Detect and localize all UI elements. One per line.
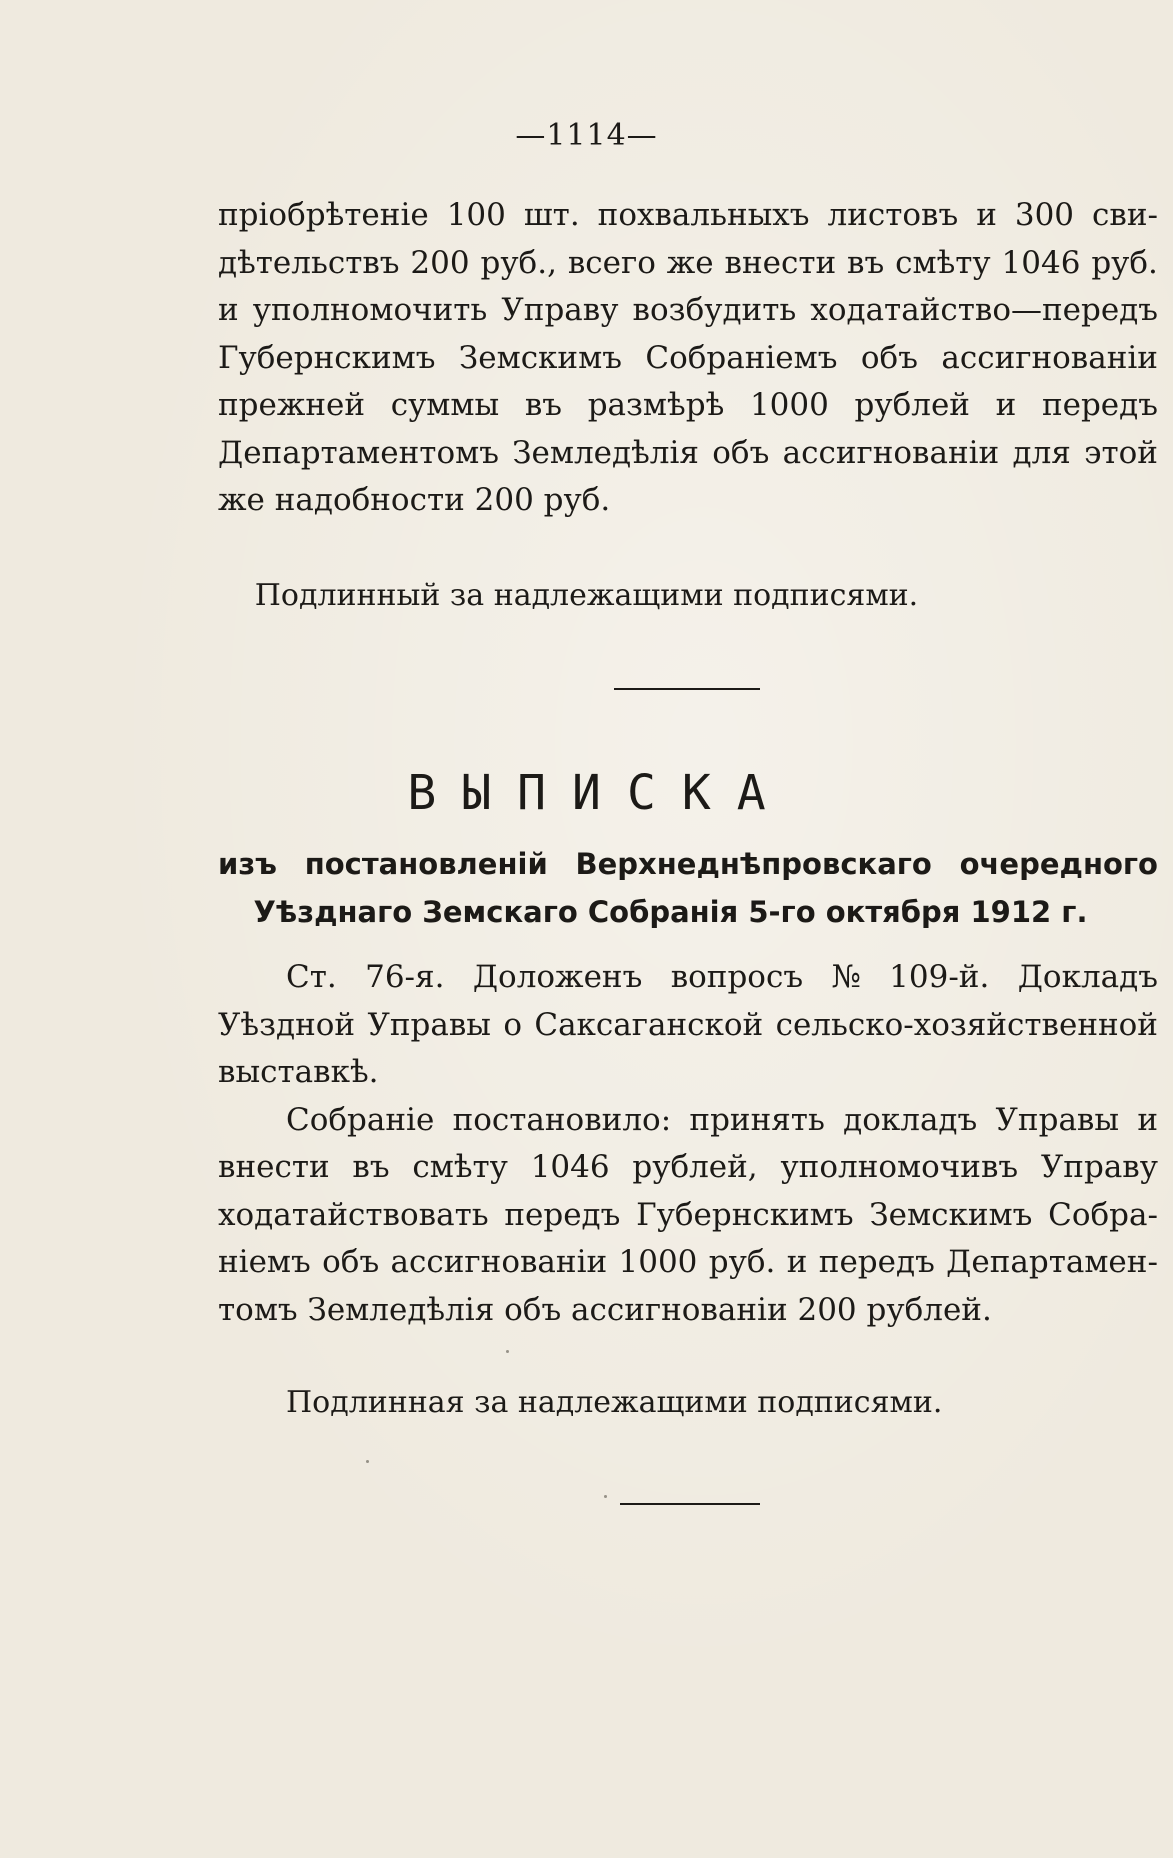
signature-note: Подлинная за надлежащими подписями. (286, 1385, 943, 1420)
divider-rule (614, 688, 760, 690)
paper-speck (604, 1495, 607, 1498)
subheading-line: Уѣзднаго Земскаго Собранія 5-го октября 1912 г. (253, 895, 1088, 929)
divider-rule (620, 1503, 760, 1505)
paragraph-continuation (218, 192, 1158, 525)
text-line: пріобрѣтеніе 100 шт. похвальныхъ листовъ и 300 сви- (218, 197, 1158, 233)
text-line: дѣтельствъ 200 руб., всего же внести въ смѣту 1046 руб. (218, 244, 1158, 281)
page-number: —1114— (515, 118, 658, 153)
text-line-last: томъ Земледѣлія объ ассигнованіи 200 рублей. (218, 1291, 992, 1328)
text-line: Собраніе постановило: принять докладъ Управы и (286, 1101, 1158, 1138)
text-line: Ст. 76-я. Доложенъ вопросъ № 109-й. Докладъ (286, 959, 1158, 995)
text-line-last: выставкѣ. (218, 1054, 379, 1090)
subheading-line: изъ постановленій Верхнеднѣпровскаго очередного (218, 847, 1158, 881)
text-line: Уѣздной Управы о Саксаганской сельско-хозяйственной (218, 1006, 1158, 1043)
text-line: внести въ смѣту 1046 рублей, уполномочивъ Управу (218, 1149, 1158, 1185)
article-body (218, 954, 1158, 1334)
text-line: Губернскимъ Земскимъ Собраніемъ объ ассигнованіи (218, 339, 1158, 376)
paper-speck (366, 1460, 369, 1463)
text-line: ніемъ объ ассигнованіи 1000 руб. и передъ Департамен- (218, 1244, 1158, 1280)
text-line: прежней суммы въ размѣрѣ 1000 рублей и передъ (218, 387, 1158, 423)
text-line: и уполномочить Управу возбудить ходатайство—передъ (218, 292, 1158, 328)
paper-speck (506, 1350, 509, 1353)
section-heading: ВЫПИСКА (407, 765, 792, 821)
text-line: ходатайствовать передъ Губернскимъ Земскимъ Собра- (218, 1196, 1158, 1233)
text-line: Департаментомъ Земледѣлія объ ассигнованіи для этой (218, 434, 1158, 471)
text-line-last: же надобности 200 руб. (218, 482, 611, 518)
signature-note: Подлинный за надлежащими подписями. (254, 578, 919, 613)
